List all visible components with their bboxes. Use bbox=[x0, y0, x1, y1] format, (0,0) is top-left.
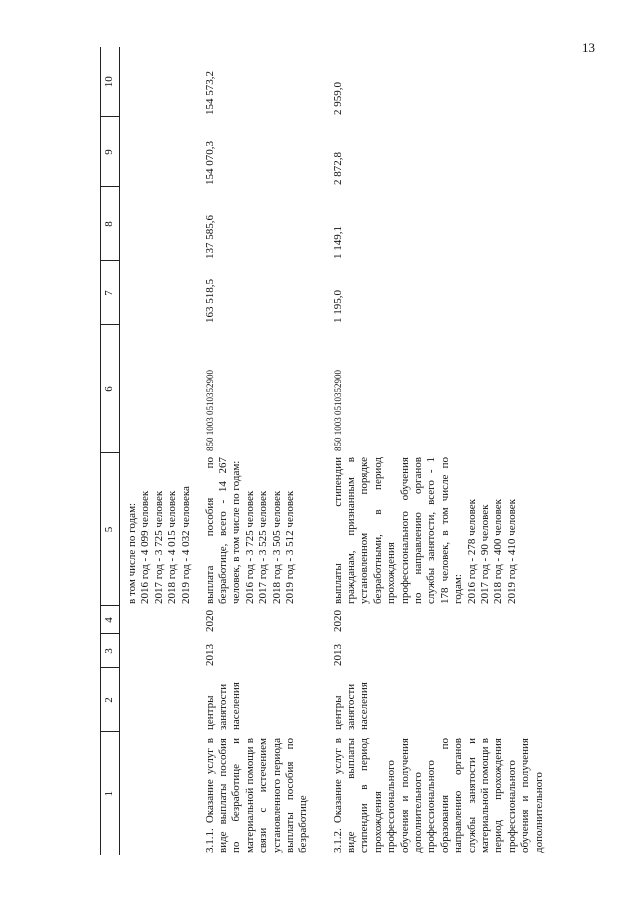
cell-value-10: 2 959,0 bbox=[331, 82, 344, 115]
cell-value-7: 1 195,0 bbox=[331, 290, 344, 323]
table-row bbox=[332, 47, 547, 855]
page-number: 13 bbox=[582, 40, 595, 55]
col-header-6: 6 bbox=[101, 325, 120, 453]
cell-result: в том числе по годам: 2016 год - 4 099 человек 2017 год - 3 725 человек 2018 год - 4 015 человек 2019 год - 4 032 человека bbox=[126, 486, 192, 604]
cell-activity: 3.1.1. Оказание услуг в виде выплаты пособия по безработице и материальной помощи в связи с истечением установленного периода выплаты пособия по безработице bbox=[203, 738, 310, 853]
cell-budget-code: 850 1003 0510352900 bbox=[332, 370, 343, 451]
cell-start-year: 2013 bbox=[331, 644, 344, 666]
col-header-8: 8 bbox=[101, 187, 120, 261]
cell-start-year: 2013 bbox=[203, 644, 216, 666]
cell-activity: 3.1.2. Оказание услуг в виде выплаты стипендии в период прохождения профессионального обучения и получения дополнительного профессионального образования по направлению органов службы занятости и материальной помощи в период прохождения профессионального обучения и получения дополнительного bbox=[331, 738, 545, 853]
cell-activity bbox=[120, 732, 204, 855]
cell-budget-code bbox=[120, 325, 204, 453]
cell-executor: центры занятости населения bbox=[331, 682, 371, 730]
cell-executor bbox=[120, 668, 204, 732]
cell-result bbox=[332, 453, 547, 606]
cell-value-10 bbox=[120, 47, 204, 117]
col-header-1: 1 bbox=[101, 732, 120, 855]
col-header-10: 10 bbox=[101, 47, 120, 117]
col-header-3: 3 bbox=[101, 634, 120, 668]
cell-value-7 bbox=[120, 261, 204, 325]
rotated-table-block bbox=[100, 47, 588, 855]
table-row bbox=[204, 47, 332, 855]
cell-end-year: 2020 bbox=[203, 610, 216, 632]
col-header-7: 7 bbox=[101, 261, 120, 325]
cell-end-year: 2020 bbox=[331, 610, 344, 632]
cell-result bbox=[204, 453, 332, 606]
cell-value-8: 1 149,1 bbox=[331, 226, 344, 259]
col-header-4: 4 bbox=[101, 606, 120, 634]
col-header-2: 2 bbox=[101, 668, 120, 732]
col-header-9: 9 bbox=[101, 117, 120, 187]
cell-value-9 bbox=[120, 117, 204, 187]
header-row bbox=[101, 47, 120, 855]
result-text: выплата пособия по безработице, всего - 14 267 человек, в том числе по годам: bbox=[203, 457, 243, 604]
program-table bbox=[100, 47, 546, 855]
cell-value-9: 154 070,3 bbox=[203, 141, 216, 185]
cell-value-10: 154 573,2 bbox=[203, 71, 216, 115]
cell-executor: центры занятости населения bbox=[203, 682, 243, 730]
cell-value-9: 2 872,8 bbox=[331, 152, 344, 185]
cell-start-year bbox=[120, 634, 204, 668]
result-years: 2016 год - 3 725 человек 2017 год - 3 525 человек 2018 год - 3 505 человек 2019 год - 3 512 человек bbox=[243, 490, 296, 604]
col-header-5: 5 bbox=[101, 453, 120, 606]
cell-value-7: 163 518,5 bbox=[203, 279, 216, 323]
cell-value-8: 137 585,6 bbox=[203, 215, 216, 259]
cell-budget-code: 850 1003 0510352900 bbox=[204, 370, 215, 451]
cell-end-year bbox=[120, 606, 204, 634]
cell-value-8 bbox=[120, 187, 204, 261]
table-row bbox=[120, 47, 204, 855]
result-years: 2016 год - 278 человек 2017 год - 90 человек 2018 год - 400 человек 2019 год - 410 человек bbox=[465, 499, 518, 604]
result-text: выплаты стипендии гражданам, признанным в установленном порядке безработными, в период прохождения профессионального обучения по направлению органов службы занятости, всего - 1 178 человек, в том числе по годам: bbox=[331, 457, 465, 604]
